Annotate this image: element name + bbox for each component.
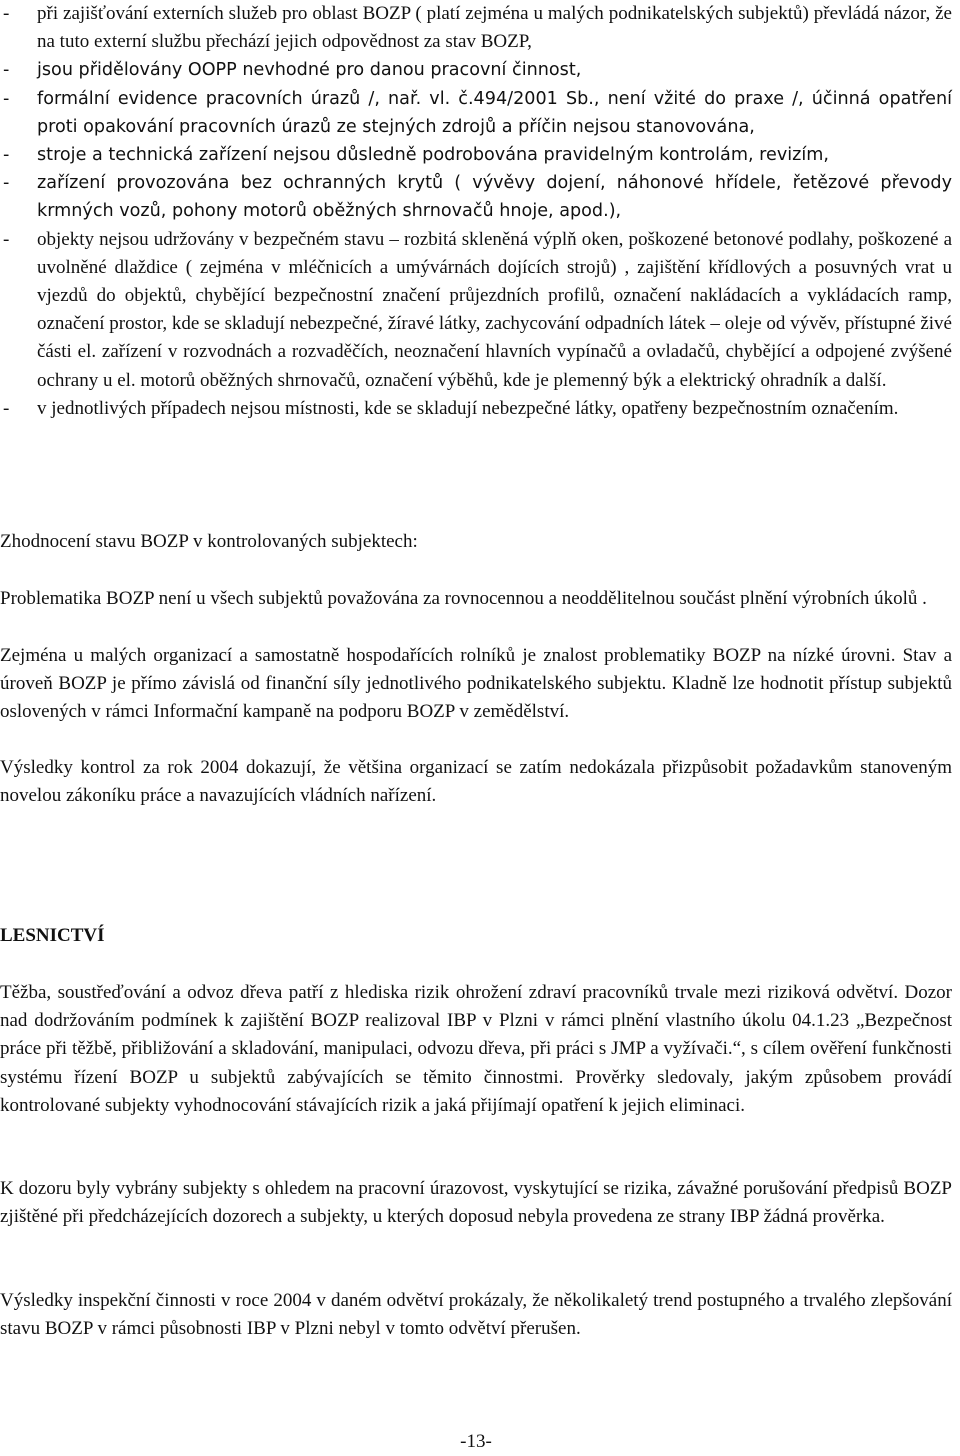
evaluation-paragraph: Zejména u malých organizací a samostatně hospodařících rolníků je znalost problematiky BOZP na nízké úrovni. Stav a úroveň BOZP je přímo závislá od finanční síly jednotlivého podnikatelského subjektu. Kladně lze hodnotit přístup subjektů oslovených v rámci Informační kampaně na podporu BOZP v zemědělství. — [0, 645, 952, 723]
list-item — [0, 0, 952, 56]
list-dash: - — [3, 60, 10, 81]
list-item-text: stroje a technická zařízení nejsou důsledně podrobována pravidelným kontrolám, revizím, — [37, 145, 829, 166]
list-item-text: formální evidence pracovních úrazů /, nař. vl. č.494/2001 Sb., není vžité do praxe /, účinná opatření proti opakování pracovních úrazů ze stejných zdrojů a příčin nejsou stanovována, — [37, 88, 952, 137]
forestry-paragraph: Výsledky inspekční činnosti v roce 2004 v daném odvětví prokázaly, že několikaletý trend postupného a trvalého zlepšování stavu BOZP v rámci působnosti IBP v Plzni nebyl v tomto odvětví přerušen. — [0, 1290, 952, 1340]
list-item — [0, 141, 952, 169]
page-number: -13- — [460, 1431, 492, 1452]
list-item — [0, 169, 952, 225]
list-item-text: při zajišťování externích služeb pro oblast BOZP ( platí zejména u malých podnikatelských subjektů) převládá názor, že na tuto externí službu přechází jejich odpovědnost za stav BOZP, — [37, 3, 952, 53]
list-item-text: v jednotlivých případech nejsou místnosti, kde se skladují nebezpečné látky, opatřeny bezpečnostním označením. — [37, 397, 899, 419]
evaluation-paragraph: Výsledky kontrol za rok 2004 dokazují, že většina organizací se zatím nedokázala přizpůsobit požadavkům stanoveným novelou zákoníku práce a navazujících vládních nařízení. — [0, 757, 952, 807]
list-item-text: jsou přidělovány OOPP nevhodné pro danou pracovní činnost, — [37, 60, 582, 81]
list-dash: - — [3, 88, 10, 109]
forestry-paragraph: K dozoru byly vybrány subjekty s ohledem na pracovní úrazovost, vyskytující se rizika, závažné porušování předpisů BOZP zjištěné při předcházejících dozorech a subjekty, u kterých doposud nebyla provedena ze strany IBP žádná prověrka. — [0, 1178, 952, 1228]
list-item-text: objekty nejsou udržovány v bezpečném stavu – rozbitá skleněná výplň oken, poškozené betonové podlahy, poškozené a uvolněné dlaždice ( zejména v mléčnicích a umývárnách dojících strojů) , zajištění křídlových a posuvných vrat u vjezdů do objektů, chybějící bezpečnostní značení průjezdních profilů, označení nakládacích a vykládacích ramp, označení prostor, kde se skladují nebezpečné, žíravé látky, zachycování odpadních látek – oleje od vývěv, přístupné živé části el. zařízení v rozvodnách a rozvaděčích, neoznačení hlavních vypínačů a ovladačů, chybějící a odpojené zvýšené ochrany u el. motorů oběžných shrnovačů, označení výběhů, kde je plemenný býk a elektrický ohradník a další. — [37, 228, 952, 391]
list-dash: - — [3, 397, 10, 419]
list-item — [0, 56, 952, 84]
list-dash: - — [3, 3, 10, 24]
list-item — [0, 226, 952, 395]
list-item — [0, 395, 952, 423]
evaluation-heading: Zhodnocení stavu BOZP v kontrolovaných subjektech: — [0, 531, 418, 552]
list-item — [0, 85, 952, 141]
list-dash: - — [3, 145, 10, 166]
evaluation-paragraph: Problematika BOZP není u všech subjektů považována za rovnocennou a neoddělitelnou součást plnění výrobních úkolů . — [0, 588, 927, 609]
forestry-paragraph: Těžba, soustřeďování a odvoz dřeva patří z hlediska rizik ohrožení zdraví pracovníků trvale mezi riziková odvětví. Dozor nad dodržováním podmínek k zajištění BOZP realizoval IBP v Plzni v rámci plnění vlastního úkolu 04.1.23 „Bezpečnost práce při těžbě, přibližování a skladování, manipulaci, odvozu dřeva, při práci s JMP a vyžívači.“, s cílem ověření funkčnosti systému řízení BOZP u subjektů zabývajících se těmito činnostmi. Prověrky sledovaly, jakým způsobem provádí kontrolované subjekty vyhodnocování stávajících rizik a jaká přijímají opatření k jejich eliminaci. — [0, 982, 952, 1116]
list-item-text: zařízení provozována bez ochranných krytů ( vývěvy dojení, náhonové hřídele, řetězové převody krmných vozů, pohony motorů oběžných shrnovačů hnoje, apod.), — [37, 173, 952, 222]
section-heading-forestry: LESNICTVÍ — [0, 925, 105, 946]
list-dash: - — [3, 228, 10, 250]
list-dash: - — [3, 173, 10, 194]
deficiency-list — [0, 0, 952, 423]
